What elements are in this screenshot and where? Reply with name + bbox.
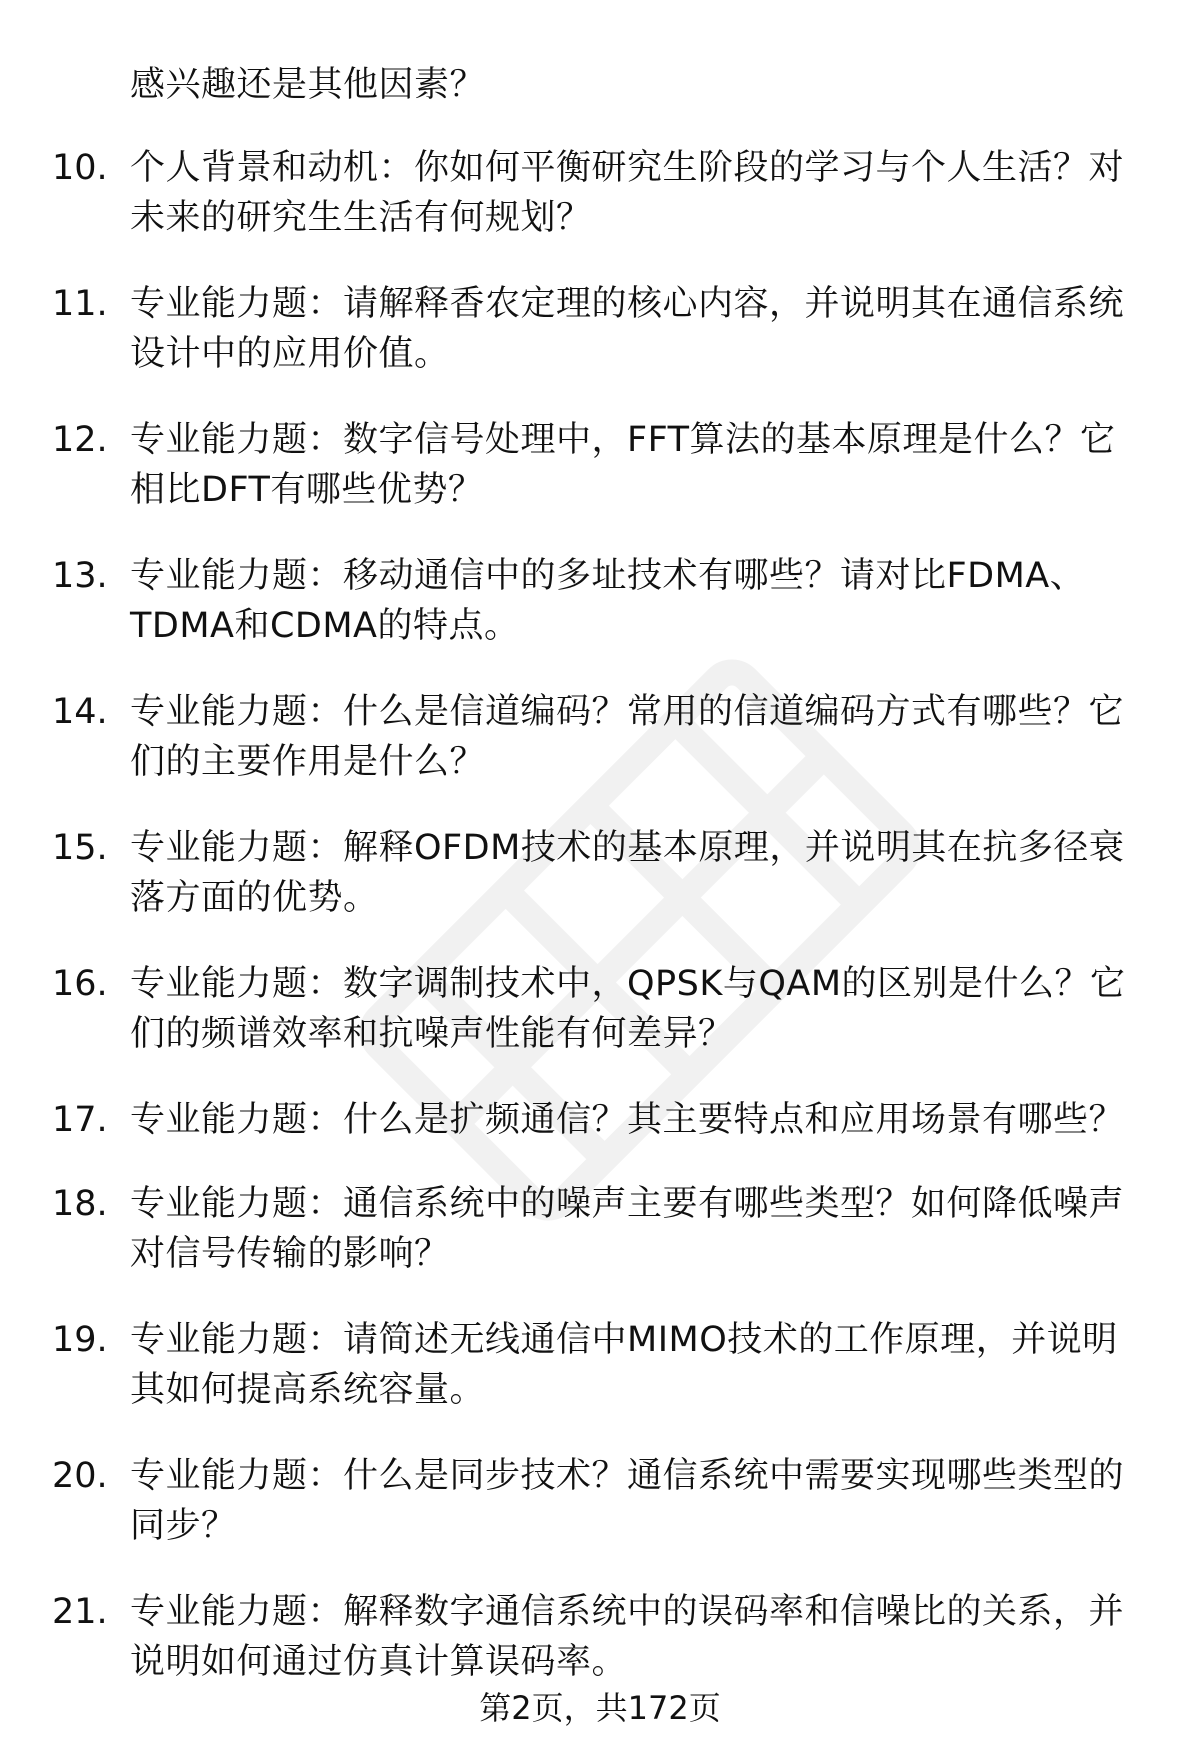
page-footer: 第2页，共172页	[479, 1689, 721, 1727]
list-item	[0, 823, 1200, 939]
question-text: 专业能力题：移动通信中的多址技术有哪些？请对比FDMA、TDMA和CDMA的特点。	[130, 556, 1086, 646]
list-item	[0, 1451, 1200, 1567]
question-number: 18.	[52, 1184, 108, 1224]
question-text: 专业能力题：什么是扩频通信？其主要特点和应用场景有哪些？	[130, 1100, 1125, 1140]
question-number: 13.	[52, 556, 108, 596]
list-item	[0, 959, 1200, 1075]
question-number: 17.	[52, 1100, 108, 1140]
question-text: 专业能力题：数字调制技术中，QPSK与QAM的区别是什么？它们的频谱效率和抗噪声性能有何差异？	[130, 964, 1126, 1054]
list-item	[0, 1315, 1200, 1431]
list-item	[0, 687, 1200, 803]
question-text: 专业能力题：什么是信道编码？常用的信道编码方式有哪些？它们的主要作用是什么？	[130, 692, 1125, 782]
question-text: 专业能力题：通信系统中的噪声主要有哪些类型？如何降低噪声对信号传输的影响？	[130, 1184, 1125, 1274]
list-item	[0, 143, 1200, 259]
question-text: 个人背景和动机：你如何平衡研究生阶段的学习与个人生活？对未来的研究生生活有何规划？	[130, 148, 1125, 238]
question-number: 19.	[52, 1320, 108, 1360]
question-text: 专业能力题：解释OFDM技术的基本原理，并说明其在抗多径衰落方面的优势。	[130, 828, 1125, 918]
question-number: 15.	[52, 828, 108, 868]
question-number: 12.	[52, 420, 108, 460]
carryover-text: 感兴趣还是其他因素？	[130, 65, 486, 105]
list-item	[0, 279, 1200, 395]
question-text: 专业能力题：数字信号处理中，FFT算法的基本原理是什么？它相比DFT有哪些优势？	[130, 420, 1116, 510]
question-text: 专业能力题：解释数字通信系统中的误码率和信噪比的关系，并说明如何通过仿真计算误码率。	[130, 1592, 1125, 1682]
question-number: 11.	[52, 284, 108, 324]
list-item	[0, 1095, 1200, 1161]
question-number: 14.	[52, 692, 108, 732]
question-number: 10.	[52, 148, 108, 188]
question-text: 专业能力题：请简述无线通信中MIMO技术的工作原理，并说明其如何提高系统容量。	[130, 1320, 1118, 1410]
list-item	[0, 1179, 1200, 1295]
list-item	[0, 551, 1200, 667]
question-number: 16.	[52, 964, 108, 1004]
list-item	[0, 415, 1200, 531]
question-number: 21.	[52, 1592, 108, 1632]
question-number: 20.	[52, 1456, 108, 1496]
question-list	[0, 143, 1200, 1723]
question-text: 专业能力题：什么是同步技术？通信系统中需要实现哪些类型的同步？	[130, 1456, 1125, 1546]
question-text: 专业能力题：请解释香农定理的核心内容，并说明其在通信系统设计中的应用价值。	[130, 284, 1125, 374]
